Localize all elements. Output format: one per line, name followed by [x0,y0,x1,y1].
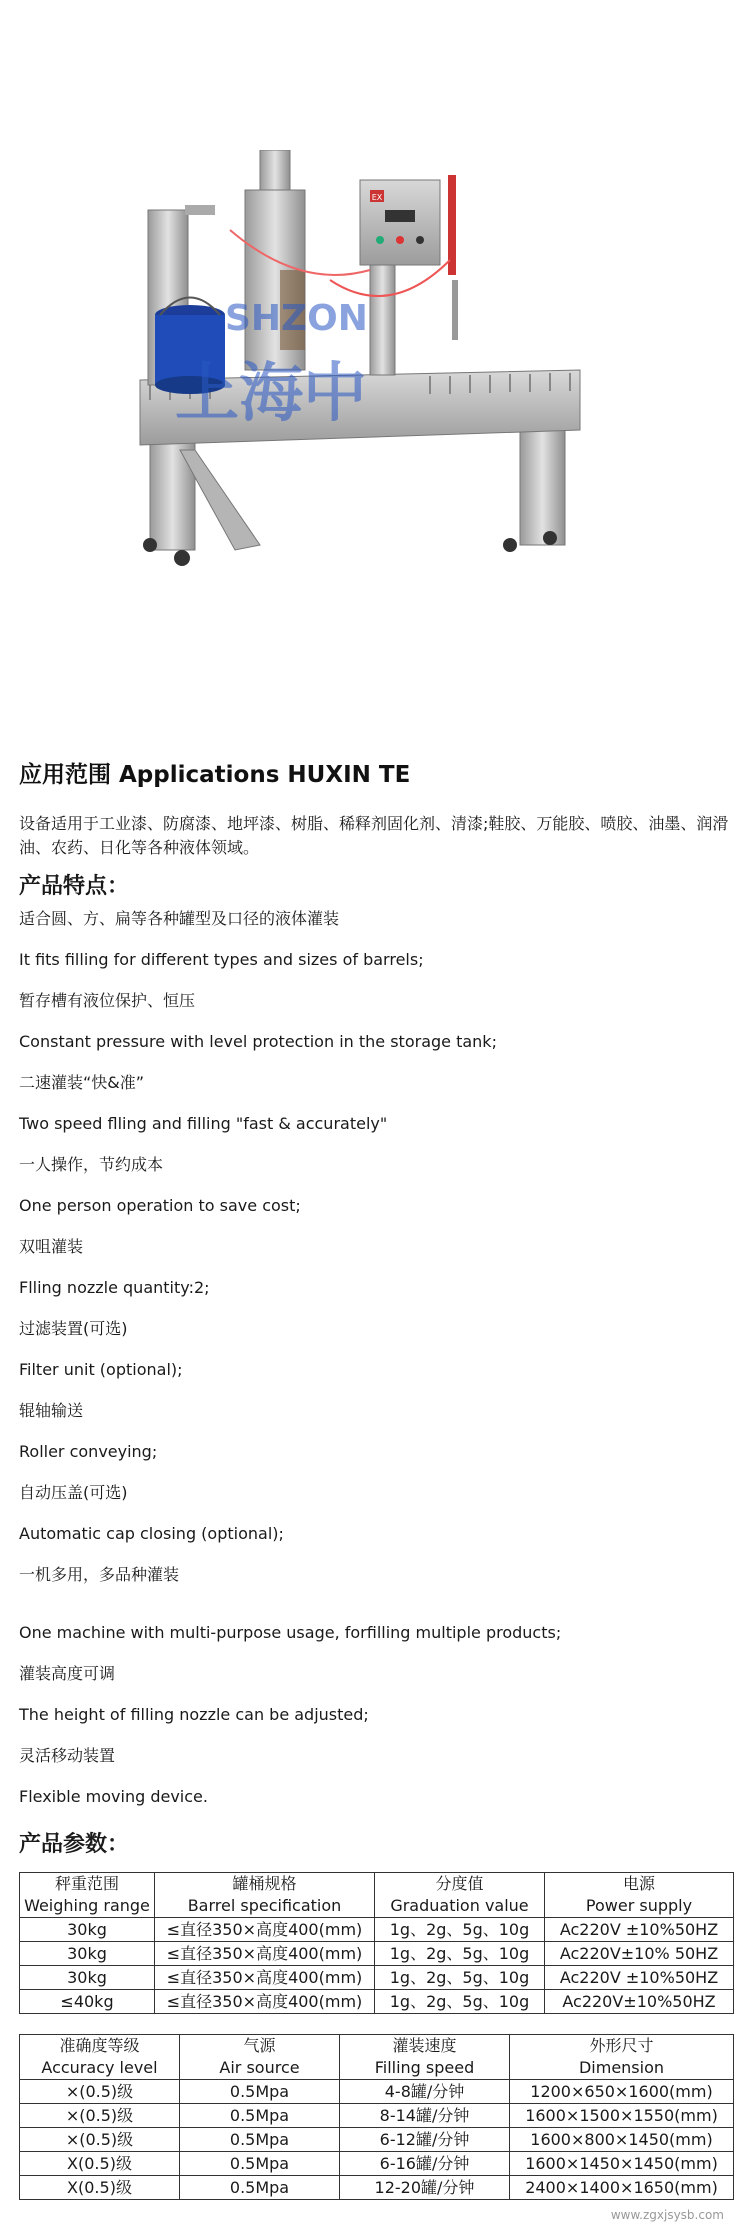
table-header: 秤重范围 Weighing range [20,1873,155,1918]
table-row [20,1966,734,1990]
product-photo [130,150,630,580]
table-cell: 12-20罐/分钟 [340,2176,510,2200]
table-row [20,1918,734,1942]
table-cell: ×(0.5)级 [20,2104,180,2128]
feature-item: Constant pressure with level protection in the storage tank; [19,1032,497,1051]
table-cell: X(0.5)级 [20,2176,180,2200]
feature-item: 灌装高度可调 [19,1664,116,1683]
table-cell: ×(0.5)级 [20,2080,180,2104]
feature-item: It fits filling for different types and sizes of barrels; [19,950,424,969]
table-cell: 8-14罐/分钟 [340,2104,510,2128]
watermark-latin: SHZON [225,298,368,339]
table-cell: ≤直径350×高度400(mm) [155,1918,375,1942]
feature-item: 灵活移动装置 [19,1746,116,1765]
feature-item: 暂存槽有液位保护、恒压 [19,991,196,1010]
table-cell: 0.5Mpa [180,2104,340,2128]
content [19,760,734,2200]
table-cell: 1600×800×1450(mm) [510,2128,734,2152]
table-header-row [20,1873,734,1918]
feature-item: Two speed flling and filling "fast & accurately" [19,1114,388,1133]
table-cell: ×(0.5)级 [20,2128,180,2152]
table-row [20,2176,734,2200]
feature-item: One person operation to save cost; [19,1196,301,1215]
table-cell: 0.5Mpa [180,2176,340,2200]
table-cell: Ac220V±10%50HZ [545,1990,734,2014]
applications-title: 应用范围 Applications HUXIN TE [19,762,411,788]
table-cell: ≤直径350×高度400(mm) [155,1990,375,2014]
feature-item: 过滤装置(可选) [19,1319,128,1338]
table-row [20,2152,734,2176]
watermark-cn: 上海中 [175,357,367,431]
feature-item: Roller conveying; [19,1442,158,1461]
feature-item: 一人操作，节约成本 [19,1155,164,1174]
ex-label: EX [371,193,383,202]
table-cell: 4-8罐/分钟 [340,2080,510,2104]
table-row [20,2080,734,2104]
table-cell: 1g、2g、5g、10g [375,1918,545,1942]
table-cell: 30kg [20,1942,155,1966]
table-row [20,1942,734,1966]
table-cell: 6-12罐/分钟 [340,2128,510,2152]
table-cell: 2400×1400×1650(mm) [510,2176,734,2200]
feature-item: 适合圆、方、扁等各种罐型及口径的液体灌装 [19,909,340,928]
params-title: 产品参数： [19,1832,130,1857]
table-cell: X(0.5)级 [20,2152,180,2176]
table-cell: 0.5Mpa [180,2128,340,2152]
feature-item: Automatic cap closing (optional); [19,1524,284,1543]
footer-watermark: www.zgxjsysb.com [610,2208,724,2222]
table-cell: 1600×1500×1550(mm) [510,2104,734,2128]
table-cell: Ac220V ±10%50HZ [545,1918,734,1942]
feature-item: 双咀灌装 [19,1237,84,1256]
table-row [20,2128,734,2152]
table-cell: ≤40kg [20,1990,155,2014]
filling-machine-illustration [130,150,630,580]
table-header: 罐桶规格 Barrel specification [155,1873,375,1918]
feature-item: Flling nozzle quantity:2; [19,1278,210,1297]
table-cell: Ac220V ±10%50HZ [545,1966,734,1990]
params-table-1 [19,1872,734,2014]
table-cell: ≤直径350×高度400(mm) [155,1966,375,1990]
table-cell: 1g、2g、5g、10g [375,1966,545,1990]
feature-item: 二速灌装“快&准” [19,1073,145,1092]
applications-text: 设备适用于工业漆、防腐漆、地坪漆、树脂、稀释剂固化剂、清漆;鞋胶、万能胶、喷胶、油墨、润滑油、农药、日化等各种液体领域。 [19,814,729,857]
table-cell: 1200×650×1600(mm) [510,2080,734,2104]
table-cell: 1g、2g、5g、10g [375,1942,545,1966]
table-header: 电源 Power supply [545,1873,734,1918]
table-header: 分度值 Graduation value [375,1873,545,1918]
table-cell: 1600×1450×1450(mm) [510,2152,734,2176]
table-row [20,2104,734,2128]
table-header: 准确度等级 Accuracy level [20,2035,180,2080]
table-header: 外形尺寸 Dimension [510,2035,734,2080]
table-header: 气源 Air source [180,2035,340,2080]
feature-item: 一机多用，多品种灌装 [19,1565,180,1584]
table-cell: 0.5Mpa [180,2152,340,2176]
feature-item: The height of filling nozzle can be adjusted; [19,1705,369,1724]
table-cell: 0.5Mpa [180,2080,340,2104]
table-cell: ≤直径350×高度400(mm) [155,1942,375,1966]
params-table-2 [19,2034,734,2200]
table-cell: 30kg [20,1966,155,1990]
table-cell: Ac220V±10% 50HZ [545,1942,734,1966]
table-cell: 6-16罐/分钟 [340,2152,510,2176]
feature-item: 辊轴输送 [19,1401,84,1420]
feature-item: One machine with multi-purpose usage, forfilling multiple products; [19,1623,562,1642]
table-cell: 30kg [20,1918,155,1942]
feature-item: Flexible moving device. [19,1787,208,1806]
features-list [19,908,734,1808]
table-header: 灌装速度 Filling speed [340,2035,510,2080]
table-cell: 1g、2g、5g、10g [375,1990,545,2014]
feature-item: 自动压盖(可选) [19,1483,128,1502]
feature-item: Filter unit (optional); [19,1360,183,1379]
features-title: 产品特点： [19,874,130,899]
table-header-row [20,2035,734,2080]
table-row [20,1990,734,2014]
